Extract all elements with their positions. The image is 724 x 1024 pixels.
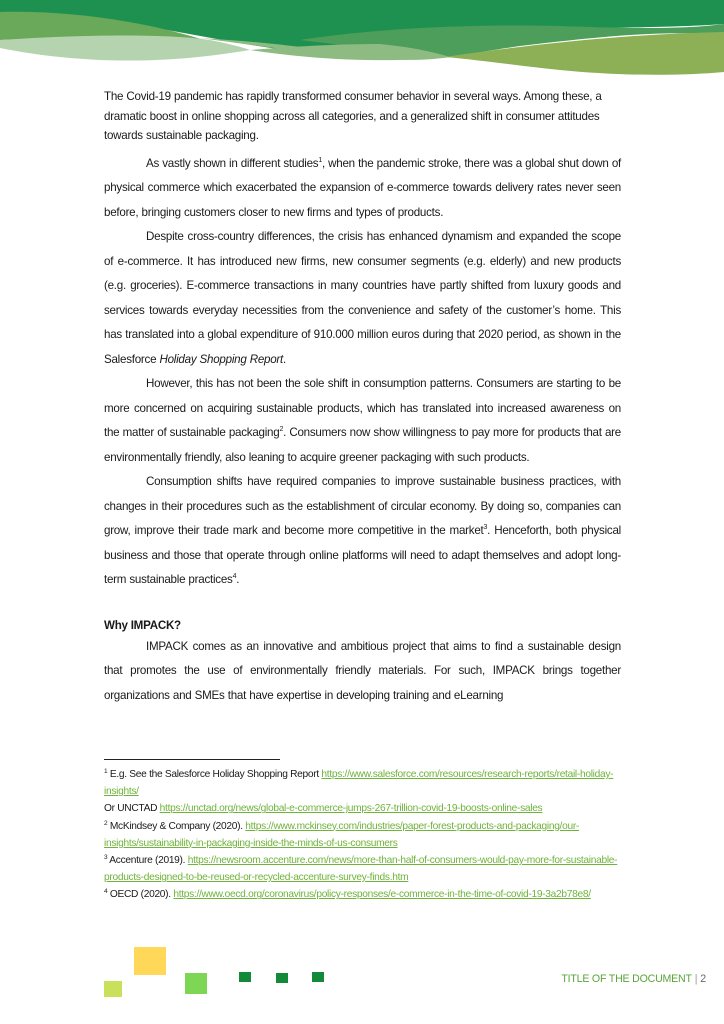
footnote-ref-3[interactable]: 3 [483, 524, 488, 531]
footer-square-dark-3 [312, 972, 324, 982]
body-paragraph-ecommerce [104, 225, 621, 372]
footnote-text: Or UNCTAD [104, 803, 160, 815]
footer-square-lime [104, 981, 122, 997]
paragraph-text: . Consumers now show willingness to pay more for products that are environmentally friendly, also leaning to acquire greener packaging with such products. [104, 426, 621, 464]
paragraph-text: Despite cross-country differences, the crisis has enhanced dynamism and expanded the scope of e-commerce. It has introduced new firms, new consumer segments (e.g. elderly) and new products (e.g. groceries). E-commerce transactions in many countries have partly shifted from luxury goods and services towards everyday necessities from the convenience and safety of the customer’s home. This has translated into a global expenditure of 910.000 million euros during that 2020 period, as shown in the Salesforce [104, 230, 621, 366]
footer-square-dark-1 [239, 972, 251, 982]
footnote-1 [104, 766, 629, 800]
footnotes [104, 766, 629, 904]
footnote-1-continued [104, 800, 629, 817]
header-wave-decoration [0, 0, 724, 80]
footnote-ref-4[interactable]: 4 [232, 573, 237, 580]
paragraph-text: However, this has not been the sole shift in consumption patterns. Consumers are starting to be more concerned on acquiring sustainable products, which has translated into increased awareness on the matter of sustainable packaging [104, 377, 621, 439]
footnote-ref-1[interactable]: 1 [318, 156, 322, 164]
footnote-ref-2[interactable]: 2 [279, 426, 284, 433]
report-title-italic: Holiday Shopping Report [159, 352, 284, 366]
footnote-2 [104, 818, 629, 852]
footnote-link[interactable]: https://unctad.org/news/global-e-commerce-jumps-267-trillion-covid-19-boosts-online-sales [159, 803, 543, 815]
body-paragraph-consumption [104, 372, 621, 470]
section-heading: Why IMPACK? [104, 618, 181, 632]
body-paragraph-companies [104, 470, 621, 593]
paragraph-text: , when the pandemic stroke, there was a global shut down of physical commerce which exacerbated the expansion of e-commerce towards delivery rates never seen before, bringing customers closer to new firms and types of products. [104, 156, 621, 219]
footer-square-green [185, 973, 207, 994]
footnote-text: Accenture (2019). [107, 855, 188, 867]
paragraph-text: . [236, 573, 240, 586]
footnote-text: OECD (2020). [107, 889, 174, 901]
document-title: TITLE OF THE DOCUMENT [561, 973, 692, 985]
footnote-text: E.g. See the Salesforce Holiday Shopping Report [107, 769, 322, 780]
footnote-separator [104, 759, 280, 760]
footer-square-yellow [134, 947, 166, 975]
body-paragraph-impack: IMPACK comes as an innovative and ambitious project that aims to find a sustainable design that promotes the use of environmentally friendly materials. For such, IMPACK brings together organizations and SMEs that have expertise in developing training and eLearning [104, 639, 621, 702]
footer-page-label [561, 973, 706, 985]
footer-square-dark-2 [276, 973, 288, 983]
footnote-number: 3 [104, 854, 108, 862]
paragraph-text: . Henceforth, both physical business and those that operate through online platforms will need to adapt themselves and adopt long-term sustainable practices [104, 524, 621, 586]
intro-paragraph: The Covid-19 pandemic has rapidly transformed consumer behavior in several ways. Among these, a dramatic boost in online shopping across all categories, and a generalized shift in consumer attitudes towards sustainable packaging. [104, 90, 602, 142]
footnote-link[interactable]: https://newsroom.accenture.com/news/more-than-half-of-consumers-would-pay-more-for-sustainable-products-designed-to-be-reused-or-recycled-accenture-survey-finds.htm [104, 855, 618, 884]
footer-separator: | [694, 973, 698, 985]
footnote-number: 1 [104, 768, 108, 775]
footnote-text: McKindsey & Company (2020). [107, 820, 246, 832]
footnote-4 [104, 886, 629, 903]
body-paragraph-studies [104, 152, 621, 226]
footnote-link[interactable]: https://www.mckinsey.com/industries/paper-forest-products-and-packaging/our-insights/sustainability-in-packaging-inside-the-minds-of-us-consumers [104, 820, 580, 849]
footnote-number: 2 [104, 819, 108, 827]
footnote-3 [104, 852, 629, 886]
footnote-number: 4 [104, 888, 108, 896]
document-body [104, 87, 621, 708]
paragraph-text: Consumption shifts have required companies to improve sustainable business practices, with changes in their procedures such as the establishment of circular economy. By doing so, companies can grow, improve their trade mark and become more competitive in the market [104, 475, 621, 537]
paragraph-text: . [283, 352, 286, 366]
footnote-link[interactable]: https://www.salesforce.com/resources/research-reports/retail-holiday-insights/ [104, 769, 614, 798]
footnote-link[interactable]: https://www.oecd.org/coronavirus/policy-responses/e-commerce-in-the-time-of-covid-19-3a2b78e8/ [173, 889, 591, 901]
paragraph-text: As vastly shown in different studies [146, 156, 319, 170]
page-number: 2 [700, 973, 706, 985]
